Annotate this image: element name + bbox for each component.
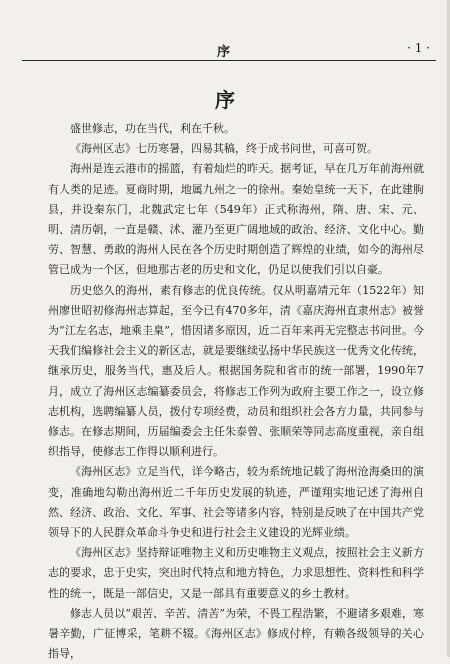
paragraph: 修志人员以“艰苦、辛苦、清苦”为荣，不畏工程浩繁，不避诸多艰难，寒暑辛勤，广征博采，笔耕不辍。《海州区志》修成付梓，有赖各级领导的关心指导， <box>48 606 424 661</box>
page-header <box>22 40 436 58</box>
preface-title: 序 <box>215 88 235 112</box>
page-number: · 1 · <box>407 41 430 55</box>
header-rule <box>22 60 436 61</box>
preface-body <box>48 119 424 664</box>
running-title: 序 <box>217 45 232 60</box>
paragraph: 《海州区志》立足当代，详今略古，较为系统地记载了海州沧海桑田的演变，准确地勾勒出海州近二千年历史发展的轨迹，严谨翔实地记述了海州自然、经济、政治、文化、军事、社会等诸多内容，特别是反映了在中国共产党领导下的人民群众革命斗争史和进行社会主义建设的光辉业绩。 <box>48 465 424 540</box>
paragraph: 海州是连云港市的摇篮，有着灿烂的昨天。据考证，早在几万年前海州就有人类的足迹。夏商时期，地属九州之一的徐州。秦始皇统一天下，在此建朐县，并设秦东门，北魏武定七年（549年）正式称海州，隋、唐、宋、元、明、清历朝，一直是赣、沭、灌乃至更广阔地域的政治、经济、文化中心。勤劳、智慧、勇敢的海州人民在各个历史时期创造了辉煌的业绩，如今的海州尽管已成为一个区，但地那古老的历史和文化，仍足以使我们引以自豪。 <box>48 162 424 277</box>
paragraph: 历史悠久的海州，素有修志的优良传统。仅从明嘉靖元年（1522年）知州廖世昭初修海州志算起，至今已有470多年，清《嘉庆海州直隶州志》被誉为“江左名志，地乘圭臬”，惜因诸多原因，近二百年来再无完整志书问世。今天我们编修社会主义的新区志，就是要继续弘扬中华民族这一优秀文化传统，继承历史，服务当代，惠及后人。根据国务院和省市的统一部署，1990年7月，成立了海州区志编纂委员会，将修志工作列为政府主要工作之一，设立修志机构，选聘编纂人员，拨付专项经费，动员和组织社会各方力量，共同参与修志。在修志期间，历届编委会主任朱泰曾、张顺荣等同志高度重视，亲自组织指导，使修志工作得以顺利进行。 <box>48 283 424 459</box>
paragraph: 盛世修志，功在当代，利在千秋。 <box>70 122 235 135</box>
paragraph: 《海州区志》七历寒暑，四易其稿，终于成书问世，可喜可贺。 <box>70 142 378 156</box>
paragraph: 《海州区志》坚持辩证唯物主义和历史唯物主义观点，按照社会主义新方志的要求，忠于史实，突出时代特点和地方特色，力求思想性、资料性和科学性的统一，既是一部信史，又是一部具有重要意义的乡土教材。 <box>48 546 424 600</box>
